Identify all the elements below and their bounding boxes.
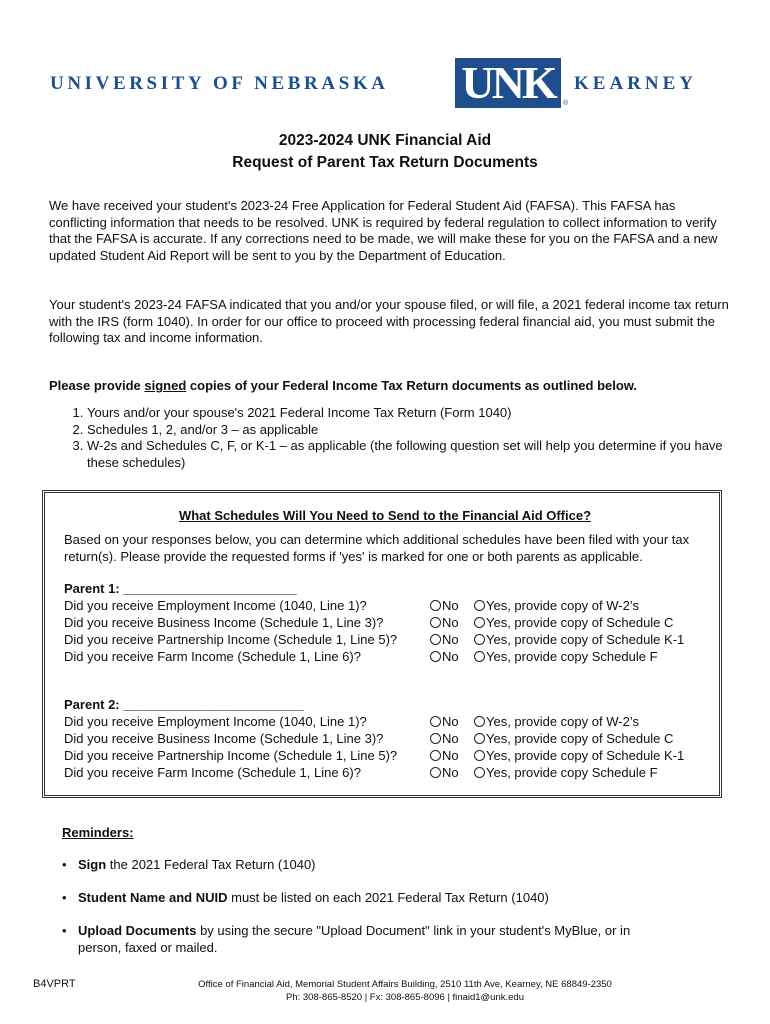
required-documents-list [71, 405, 727, 471]
intro-paragraph-1: We have received your student's 2023-24 Free Application for Federal Student Aid (FAFSA). This FAFSA has conflicting information that needs to be resolved. UNK is required by federal regulation to collect information to verify that the FAFSA is accurate. If any corrections need to be made, we will make these for you on the FAFSA and a new updated Student Aid Report will be sent to you by the Department of Education. [49, 198, 718, 263]
bullet-icon: • [62, 857, 67, 872]
question-text: Did you receive Employment Income (1040, Line 1)? [64, 598, 367, 613]
radio-yes[interactable] [474, 651, 485, 662]
schedules-box-title: What Schedules Will You Need to Send to the Financial Aid Office? [178, 508, 592, 523]
bullet-icon: • [62, 890, 67, 905]
radio-no[interactable] [430, 651, 441, 662]
no-option[interactable]: No [430, 597, 459, 614]
question-text: Did you receive Business Income (Schedule 1, Line 3)? [64, 615, 384, 630]
intro-paragraph-2: Your student's 2023-24 FAFSA indicated that you and/or your spouse filed, or will file, a 2021 federal income tax return with the IRS (form 1040). In order for our office to proceed with processing federal financial aid, you must submit the following tax and income information. [49, 297, 729, 345]
yes-option[interactable]: Yes, provide copy of Schedule K-1 [474, 631, 684, 648]
no-option[interactable]: No [430, 764, 459, 781]
footer-contact [0, 978, 770, 1004]
question-row [64, 631, 724, 648]
no-option[interactable]: No [430, 747, 459, 764]
list-item: 2. Schedules 1, 2, and/or 3 – as applicable [87, 422, 727, 439]
question-text: Did you receive Farm Income (Schedule 1, Line 6)? [64, 765, 361, 780]
schedules-box-intro: Based on your responses below, you can determine which additional schedules have been filed with your tax return(s). Please provide the requested forms if 'yes' is marked for one or both parents as applicable. [64, 532, 690, 564]
no-option[interactable]: No [430, 713, 459, 730]
radio-no[interactable] [430, 634, 441, 645]
radio-no[interactable] [430, 600, 441, 611]
radio-no[interactable] [430, 767, 441, 778]
radio-yes[interactable] [474, 767, 485, 778]
question-row [64, 730, 724, 747]
question-row [64, 614, 724, 631]
parent-2-label: Parent 2: _________________________ [64, 697, 304, 712]
footer-address: Office of Financial Aid, Memorial Student Affairs Building, 2510 11th Ave, Kearney, NE 68849-2350 [198, 979, 612, 990]
title-line-1: 2023-2024 UNK Financial Aid [278, 132, 492, 149]
radio-yes[interactable] [474, 617, 485, 628]
title-line-2: Request of Parent Tax Return Documents [232, 154, 538, 171]
yes-option[interactable]: Yes, provide copy of Schedule C [474, 614, 673, 631]
yes-option[interactable]: Yes, provide copy of W-2’s [474, 597, 639, 614]
question-row [64, 713, 724, 730]
yes-option[interactable]: Yes, provide copy of Schedule C [474, 730, 673, 747]
question-text: Did you receive Partnership Income (Schedule 1, Line 5)? [64, 748, 398, 763]
question-row [64, 648, 724, 665]
yes-option[interactable]: Yes, provide copy of Schedule K-1 [474, 747, 684, 764]
signed-emphasis: signed [144, 378, 187, 393]
instructions-heading: Please provide signed copies of your Federal Income Tax Return documents as outlined below. [49, 378, 638, 393]
parent-1-section [64, 580, 724, 665]
page-title [0, 130, 770, 174]
registered-mark: ® [563, 100, 569, 107]
radio-yes[interactable] [474, 733, 485, 744]
bullet-icon: • [62, 923, 67, 938]
radio-yes[interactable] [474, 600, 485, 611]
question-row [64, 764, 724, 781]
letterhead [0, 58, 770, 114]
yes-option[interactable]: Yes, provide copy of W-2’s [474, 713, 639, 730]
radio-no[interactable] [430, 716, 441, 727]
question-text: Did you receive Business Income (Schedule 1, Line 3)? [64, 731, 384, 746]
no-option[interactable]: No [430, 730, 459, 747]
yes-option[interactable]: Yes, provide copy Schedule F [474, 648, 658, 665]
radio-yes[interactable] [474, 716, 485, 727]
no-option[interactable]: No [430, 614, 459, 631]
unk-logo: UNK [455, 58, 561, 108]
question-text: Did you receive Partnership Income (Schedule 1, Line 5)? [64, 632, 398, 647]
question-row [64, 597, 724, 614]
radio-no[interactable] [430, 617, 441, 628]
question-row [64, 747, 724, 764]
radio-no[interactable] [430, 733, 441, 744]
no-option[interactable]: No [430, 648, 459, 665]
reminders-heading: Reminders: [62, 825, 134, 840]
list-item: 1. Yours and/or your spouse's 2021 Federal Income Tax Return (Form 1040) [87, 405, 727, 422]
question-text: Did you receive Employment Income (1040, Line 1)? [64, 714, 367, 729]
yes-option[interactable]: Yes, provide copy Schedule F [474, 764, 658, 781]
no-option[interactable]: No [430, 631, 459, 648]
list-item: 3. W-2s and Schedules C, F, or K-1 – as applicable (the following question set will help you determine if you have these schedules) [87, 438, 727, 471]
parent-1-label: Parent 1: ________________________ [64, 581, 297, 596]
campus-name: KEARNEY [574, 73, 698, 94]
question-text: Did you receive Farm Income (Schedule 1, Line 6)? [64, 649, 361, 664]
parent-2-section [64, 696, 724, 781]
footer-phone-email: Ph: 308-865-8520 | Fx: 308-865-8096 | finaid1@unk.edu [286, 992, 524, 1003]
radio-no[interactable] [430, 750, 441, 761]
radio-yes[interactable] [474, 750, 485, 761]
form-code: B4VPRT [33, 978, 76, 990]
university-name: UNIVERSITY OF NEBRASKA [50, 73, 389, 94]
radio-yes[interactable] [474, 634, 485, 645]
